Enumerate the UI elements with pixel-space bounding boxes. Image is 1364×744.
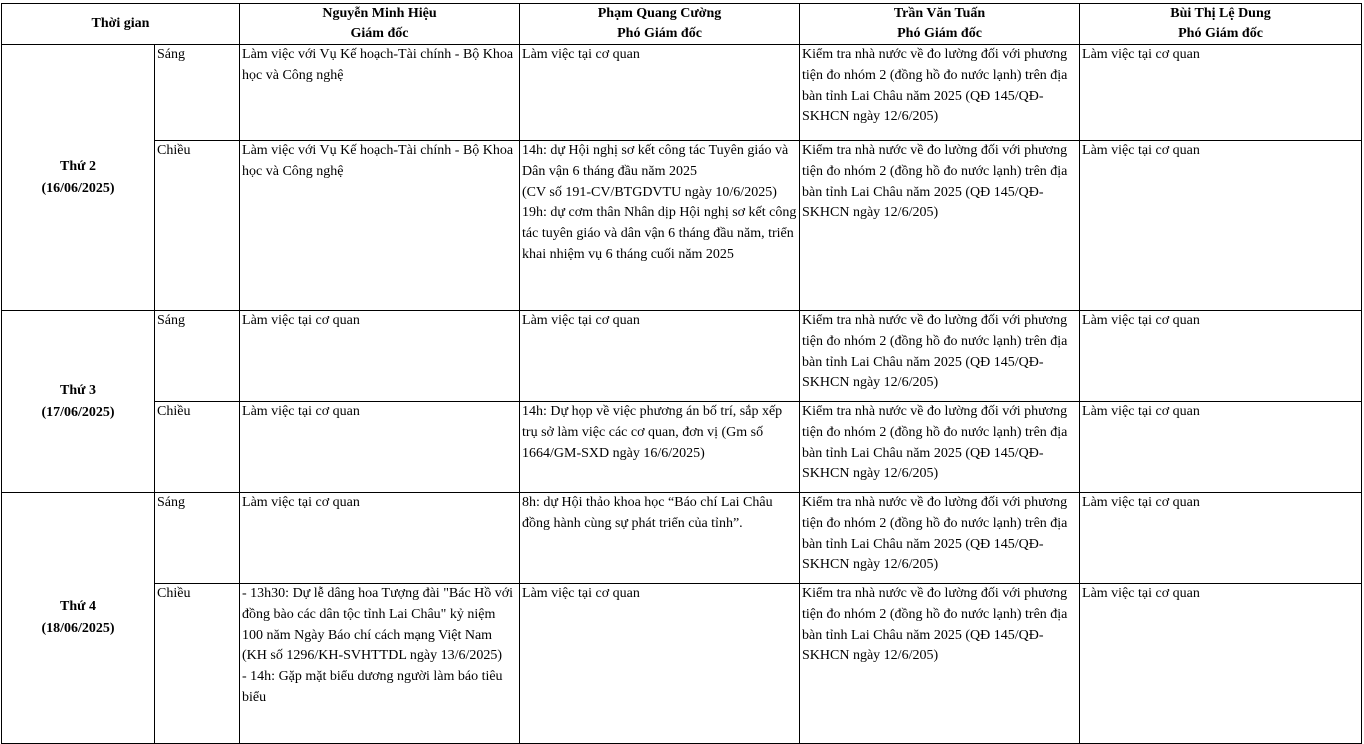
activity-cell [240, 402, 520, 493]
person-header: Bùi Thị Lệ Dung Phó Giám đốc [1080, 4, 1362, 45]
day-label: Thứ 4 [59, 599, 97, 614]
activity-text: Làm việc tại cơ quan [1082, 47, 1200, 62]
activity-text: Kiểm tra nhà nước về đo lường đối với phương tiện đo nhóm 2 (đồng hồ đo nước lạnh) trên địa bàn tỉnh Lai Châu năm 2025 (QĐ 145/QĐ-SKHCN ngày 12/6/205) [802, 586, 1068, 664]
session-cell: Chiều [155, 402, 240, 493]
activity-cell [800, 584, 1080, 744]
activity-text: Làm việc tại cơ quan [522, 47, 640, 62]
activity-cell [1080, 311, 1362, 402]
activity-text: Làm việc tại cơ quan [1082, 404, 1200, 419]
day-cell [2, 45, 155, 311]
day-date: (16/06/2025) [41, 180, 115, 196]
activity-cell [800, 311, 1080, 402]
day-date: (18/06/2025) [41, 621, 115, 636]
activity-text: Kiểm tra nhà nước về đo lường đối với phương tiện đo nhóm 2 (đồng hồ đo nước lạnh) trên địa bàn tỉnh Lai Châu năm 2025 (QĐ 145/QĐ-SKHCN ngày 12/6/205) [802, 143, 1068, 221]
activity-cell [520, 493, 800, 584]
activity-text: Làm việc tại cơ quan [242, 313, 360, 328]
activity-cell [1080, 45, 1362, 141]
activity-text: Làm việc tại cơ quan [1082, 313, 1200, 328]
session-cell: Sáng [155, 311, 240, 402]
activity-cell [1080, 493, 1362, 584]
session-cell: Sáng [155, 493, 240, 584]
activity-cell [1080, 584, 1362, 744]
schedule-table [1, 3, 1362, 744]
schedule-body [2, 45, 1362, 744]
schedule-row [2, 493, 1362, 584]
activity-text: Làm việc với Vụ Kế hoạch-Tài chính - Bộ Khoa học và Công nghệ [242, 47, 514, 83]
activity-cell [520, 402, 800, 493]
day-date: (17/06/2025) [41, 404, 115, 420]
activity-cell [240, 45, 520, 141]
person-header: Phạm Quang Cường Phó Giám đốc [520, 4, 800, 45]
activity-cell [240, 584, 520, 744]
day-label: Thứ 3 [59, 382, 97, 398]
activity-cell [1080, 141, 1362, 311]
activity-text: Làm việc tại cơ quan [1082, 495, 1200, 510]
schedule-row [2, 45, 1362, 141]
activity-cell [800, 493, 1080, 584]
person-header: Nguyễn Minh Hiệu Giám đốc [240, 4, 520, 45]
activity-cell [240, 311, 520, 402]
activity-text: - 13h30: Dự lễ dâng hoa Tượng đài "Bác Hồ với đồng bào các dân tộc tỉnh Lai Châu" kỷ niệm 100 năm Ngày Báo chí cách mạng Việt Nam (KH số 1296/KH-SVHTTDL ngày 13/6/2025) [242, 586, 514, 664]
activity-cell [520, 45, 800, 141]
activity-text: 14h: Dự họp về việc phương án bố trí, sắp xếp trụ sở làm việc các cơ quan, đơn vị (Gm số 1664/GM-SXD ngày 16/6/2025) [522, 404, 783, 461]
activity-text: Làm việc với Vụ Kế hoạch-Tài chính - Bộ Khoa học và Công nghệ [242, 143, 514, 179]
activity-cell [800, 45, 1080, 141]
day-label: Thứ 2 [59, 158, 97, 174]
activity-text: (CV số 191-CV/BTGDVTU ngày 10/6/2025) [522, 184, 777, 200]
activity-text: - 14h: Gặp mặt biểu dương người làm báo tiêu biểu [242, 669, 503, 705]
activity-cell [800, 141, 1080, 311]
activity-text: 8h: dự Hội thảo khoa học “Báo chí Lai Châu đồng hành cùng sự phát triển của tỉnh”. [522, 495, 773, 531]
time-header: Thời gian [2, 4, 240, 45]
day-cell [2, 493, 155, 744]
schedule-row [2, 141, 1362, 311]
activity-text: 19h: dự cơm thân Nhân dịp Hội nghị sơ kết công tác tuyên giáo và dân vận 6 tháng đầu năm, triển khai nhiệm vụ 6 tháng cuối năm 2025 [522, 205, 797, 262]
activity-cell [520, 311, 800, 402]
activity-cell [800, 402, 1080, 493]
activity-text: Kiểm tra nhà nước về đo lường đối với phương tiện đo nhóm 2 (đồng hồ đo nước lạnh) trên địa bàn tỉnh Lai Châu năm 2025 (QĐ 145/QĐ-SKHCN ngày 12/6/205) [802, 404, 1068, 482]
header-row [2, 4, 1362, 45]
session-cell: Chiều [155, 584, 240, 744]
session-cell: Chiều [155, 141, 240, 311]
activity-text: Kiểm tra nhà nước về đo lường đối với phương tiện đo nhóm 2 (đồng hồ đo nước lạnh) trên địa bàn tỉnh Lai Châu năm 2025 (QĐ 145/QĐ-SKHCN ngày 12/6/205) [802, 495, 1068, 573]
activity-text: Làm việc tại cơ quan [522, 586, 640, 601]
activity-cell [240, 493, 520, 584]
activity-cell [520, 584, 800, 744]
activity-text: 14h: dự Hội nghị sơ kết công tác Tuyên giáo và Dân vận 6 tháng đầu năm 2025 [522, 143, 789, 179]
activity-text: Làm việc tại cơ quan [242, 404, 360, 419]
schedule-row [2, 311, 1362, 402]
schedule-row [2, 584, 1362, 744]
activity-cell [520, 141, 800, 311]
activity-cell [240, 141, 520, 311]
activity-text: Làm việc tại cơ quan [1082, 143, 1200, 158]
day-cell [2, 311, 155, 493]
activity-text: Kiểm tra nhà nước về đo lường đối với phương tiện đo nhóm 2 (đồng hồ đo nước lạnh) trên địa bàn tỉnh Lai Châu năm 2025 (QĐ 145/QĐ-SKHCN ngày 12/6/205) [802, 313, 1068, 391]
activity-text: Làm việc tại cơ quan [1082, 586, 1200, 601]
activity-text: Làm việc tại cơ quan [522, 313, 640, 328]
activity-text: Kiểm tra nhà nước về đo lường đối với phương tiện đo nhóm 2 (đồng hồ đo nước lạnh) trên địa bàn tỉnh Lai Châu năm 2025 (QĐ 145/QĐ-SKHCN ngày 12/6/205) [802, 47, 1068, 125]
activity-text: Làm việc tại cơ quan [242, 495, 360, 510]
person-header: Trần Văn Tuấn Phó Giám đốc [800, 4, 1080, 45]
session-cell: Sáng [155, 45, 240, 141]
schedule-row [2, 402, 1362, 493]
activity-cell [1080, 402, 1362, 493]
